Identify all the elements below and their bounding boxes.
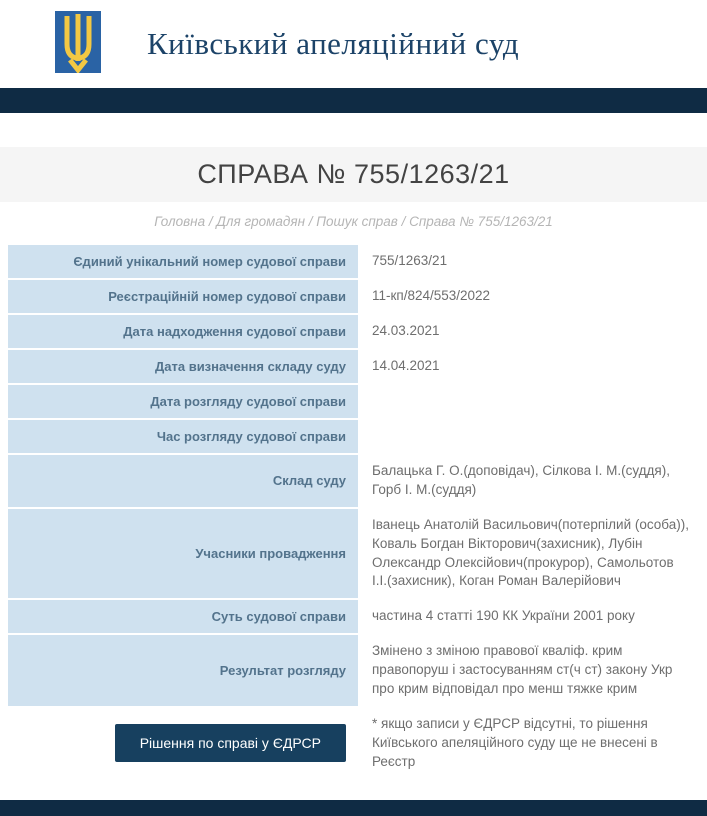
table-row (8, 385, 699, 418)
table-row (8, 245, 699, 278)
row-value: Змінено з зміною правової кваліф. крим правопоруш і застосуванням ст(ч ст) закону Укр про крим відповідал про менш тяжке крим (358, 635, 699, 706)
row-label: Єдиний унікальний номер судової справи (8, 245, 358, 278)
table-row-decision (8, 708, 699, 779)
row-label: Дата розгляду судової справи (8, 385, 358, 418)
table-row (8, 420, 699, 453)
coat-of-arms-logo[interactable] (55, 11, 101, 78)
row-value: Балацька Г. О.(доповідач), Сілкова І. М.(суддя), Горб І. М.(суддя) (358, 455, 699, 507)
row-label: Суть судової справи (8, 600, 358, 633)
main-content (0, 113, 707, 779)
table-row (8, 280, 699, 313)
edrsr-decision-button[interactable]: Рішення по справі у ЄДРСР (115, 724, 346, 762)
table-row (8, 455, 699, 507)
row-value (358, 385, 699, 418)
table-row (8, 600, 699, 633)
row-label: Склад суду (8, 455, 358, 507)
edrsr-note: * якщо записи у ЄДРСР відсутні, то рішення Київського апеляційного суду ще не внесені в Реєстр (358, 708, 699, 779)
row-label: Реєстраційній номер судової справи (8, 280, 358, 313)
row-label: Час розгляду судової справи (8, 420, 358, 453)
row-label: Дата надходження судової справи (8, 315, 358, 348)
row-label: Дата визначення складу суду (8, 350, 358, 383)
main-navbar (0, 88, 707, 113)
site-title: Київський апеляційний суд (147, 26, 520, 61)
case-table (0, 245, 707, 779)
row-label: Результат розгляду (8, 635, 358, 706)
table-row (8, 350, 699, 383)
row-label: Учасники провадження (8, 509, 358, 599)
footer-bar (0, 800, 707, 816)
row-value: 755/1263/21 (358, 245, 699, 278)
row-value (358, 420, 699, 453)
decision-button-cell (8, 708, 358, 779)
row-value: 11-кп/824/553/2022 (358, 280, 699, 313)
page-title: СПРАВА № 755/1263/21 (197, 159, 510, 189)
row-value: 24.03.2021 (358, 315, 699, 348)
table-row (8, 635, 699, 706)
title-band (0, 147, 707, 202)
table-row (8, 315, 699, 348)
row-value: Іванець Анатолій Васильович(потерпілий (особа)), Коваль Богдан Вікторович(захисник), Лубін Олександр Олексійович(прокурор), Самольотов І.І.(захисник), Коган Роман Валерійович (358, 509, 699, 599)
trident-icon (55, 11, 101, 73)
row-value: частина 4 статті 190 КК України 2001 року (358, 600, 699, 633)
row-value: 14.04.2021 (358, 350, 699, 383)
site-header (0, 0, 707, 88)
breadcrumb[interactable]: Головна / Для громадян / Пошук справ / Справа № 755/1263/21 (154, 214, 553, 229)
table-row (8, 509, 699, 599)
